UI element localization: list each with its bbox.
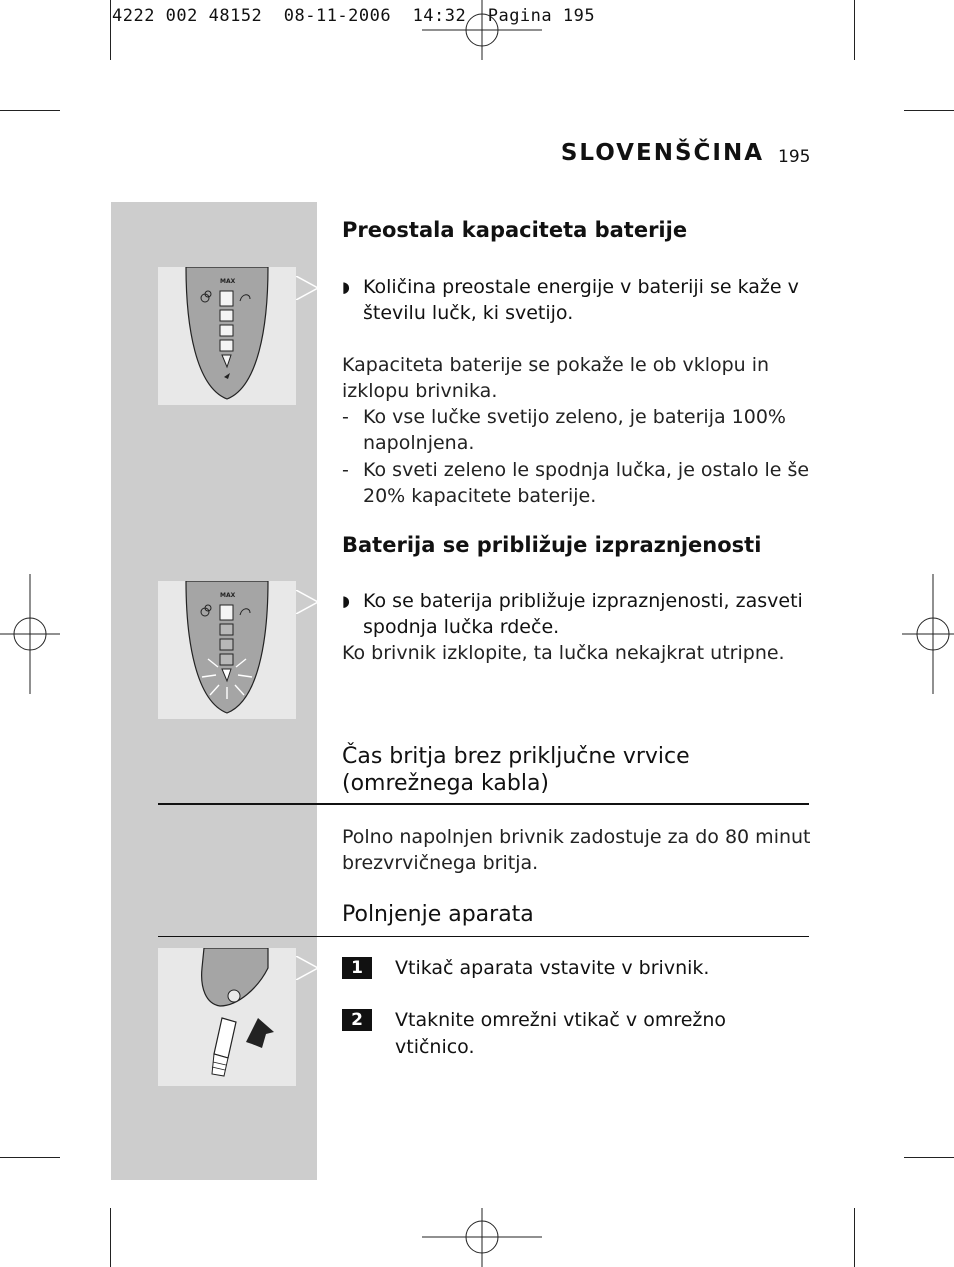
section-heading-battery-capacity: Preostala kapaciteta baterije bbox=[342, 218, 688, 242]
bullet-item bbox=[342, 274, 812, 326]
dash-icon: - bbox=[342, 406, 349, 428]
step-number: 1 bbox=[342, 957, 372, 979]
bullet-icon: ◗ bbox=[342, 592, 350, 610]
paragraph: Ko brivnik izklopite, ta lučka nekajkrat utripne. bbox=[342, 642, 785, 664]
printer-slug: 4222 002 48152 08-11-2006 14:32 Pagina 195 bbox=[112, 6, 596, 26]
bullet-item bbox=[342, 588, 812, 640]
step-number: 2 bbox=[342, 1009, 372, 1031]
dash-item bbox=[342, 457, 812, 509]
dash-text: Ko sveti zeleno le spodnja lučka, je ostalo le še 20% kapacitete baterije. bbox=[363, 459, 810, 507]
bullet-icon: ◗ bbox=[342, 278, 350, 296]
registration-mark-right bbox=[900, 572, 954, 696]
illustration-plug-in-shaver bbox=[158, 948, 296, 1086]
max-label: MAX bbox=[220, 592, 236, 599]
illustration-pointer-1 bbox=[296, 276, 320, 300]
bullet-text: Ko se baterija približuje izpraznjenosti, zasveti spodnja lučka rdeče. bbox=[363, 590, 803, 638]
paragraph: Polno napolnjen brivnik zadostuje za do 80 minut brezvrvičnega britja. bbox=[342, 826, 811, 874]
section-heading-battery-low: Baterija se približuje izpraznjenosti bbox=[342, 533, 762, 557]
dash-text: Ko vse lučke svetijo zeleno, je baterija 100% napolnjena. bbox=[363, 406, 786, 454]
page-number: 195 bbox=[778, 147, 811, 167]
illustration-pointer-2 bbox=[296, 590, 320, 614]
registration-mark-left bbox=[0, 572, 62, 696]
step-text: Vtaknite omrežni vtikač v omrežno vtičnico. bbox=[395, 1009, 727, 1058]
section-heading-cordless-time: Čas britja brez priključne vrvice (omrežnega kabla) bbox=[342, 744, 690, 796]
illustration-battery-display-full bbox=[158, 267, 296, 405]
registration-mark-top bbox=[420, 0, 544, 62]
bullet-text: Količina preostale energije v bateriji se kaže v številu lučk, ki svetijo. bbox=[363, 276, 799, 324]
step-text: Vtikač aparata vstavite v brivnik. bbox=[395, 957, 710, 979]
section-heading-charging: Polnjenje aparata bbox=[342, 902, 534, 927]
dash-icon: - bbox=[342, 459, 349, 481]
paragraph: Kapaciteta baterije se pokaže le ob vklopu in izklopu brivnika. bbox=[342, 354, 770, 402]
illustration-battery-display-low bbox=[158, 581, 296, 719]
section-rule bbox=[158, 803, 809, 805]
max-label: MAX bbox=[220, 278, 236, 285]
dash-item bbox=[342, 404, 812, 456]
section-rule bbox=[158, 936, 809, 937]
registration-mark-bottom bbox=[420, 1206, 544, 1267]
illustration-pointer-3 bbox=[296, 956, 320, 980]
language-title: SLOVENŠČINA bbox=[560, 140, 764, 166]
